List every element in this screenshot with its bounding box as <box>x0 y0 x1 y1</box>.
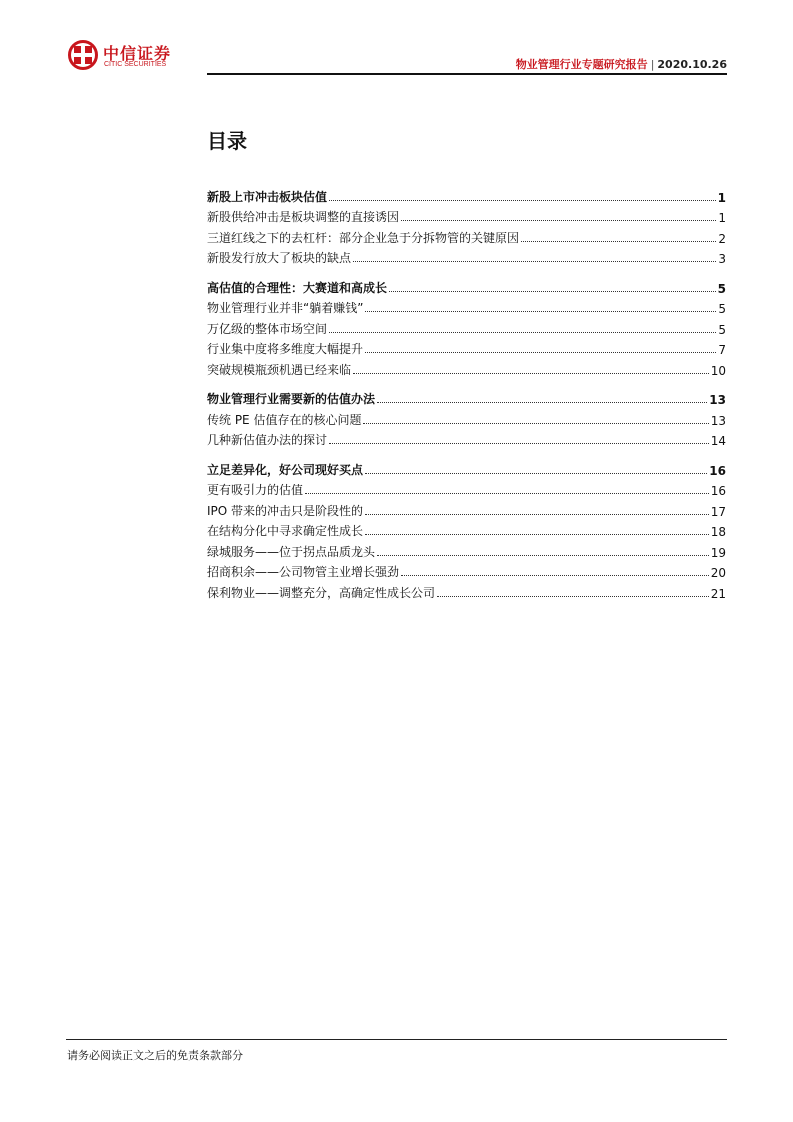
toc-subsection-entry-page: 10 <box>710 363 726 378</box>
toc-subsection-entry[interactable] <box>207 428 726 449</box>
dot-leader <box>329 332 716 333</box>
toc-subsection-entry-title: 三道红线之下的去杠杆：部分企业急于分拆物管的关键原因 <box>207 230 520 245</box>
toc-subsection-entry-title: 招商积余——公司物管主业增长强劲 <box>207 565 400 579</box>
toc-subsection-entry-page: 16 <box>710 484 726 498</box>
dot-leader <box>389 291 716 292</box>
report-header <box>516 56 727 72</box>
toc-subsection-entry-title: 物业管理行业并非“躺着赚钱” <box>207 301 364 315</box>
dot-leader <box>365 534 709 535</box>
toc-subsection-entry-page: 18 <box>710 525 726 539</box>
toc-subsection-entry-page: 7 <box>718 343 726 357</box>
toc-subsection-entry[interactable] <box>207 357 726 378</box>
toc-section-entry[interactable] <box>207 275 726 296</box>
toc-subsection-entry-title: 在结构分化中寻求确定性成长 <box>207 524 364 538</box>
toc-section-entry-title: 高估值的合理性：大赛道和高成长 <box>207 280 388 295</box>
toc-section-entry[interactable] <box>207 184 726 205</box>
dot-leader <box>521 241 716 242</box>
toc-subsection-entry-title: 新股供给冲击是板块调整的直接诱因 <box>207 210 400 224</box>
toc-subsection-entry-title: 行业集中度将多维度大幅提升 <box>207 342 364 356</box>
toc-section-entry-page: 5 <box>717 281 726 296</box>
toc-subsection-entry-page: 20 <box>710 566 726 580</box>
toc-section-entry-title: 立足差异化，好公司现好买点 <box>207 462 364 477</box>
header-rule <box>207 73 727 75</box>
toc-section-entry-page: 16 <box>709 463 726 478</box>
dot-leader <box>377 402 707 403</box>
toc-heading: 目录 <box>207 129 247 153</box>
toc-subsection-entry-title: 绿城服务——位于拐点品质龙头 <box>207 544 376 559</box>
toc-subsection-entry-page: 5 <box>718 322 726 337</box>
toc-subsection-entry-page: 2 <box>718 231 726 246</box>
toc-section-entry-page: 1 <box>717 190 726 205</box>
toc-section-entry[interactable] <box>207 457 726 478</box>
toc-subsection-entry[interactable] <box>207 539 726 560</box>
toc-subsection-entry-title: IPO 带来的冲击只是阶段性的 <box>207 503 364 518</box>
toc-subsection-entry[interactable] <box>207 337 726 358</box>
dot-leader <box>353 261 716 262</box>
toc-subsection-entry-page: 21 <box>710 586 726 601</box>
toc-subsection-entry[interactable] <box>207 246 726 267</box>
report-title: 物业管理行业专题研究报告 <box>515 58 648 71</box>
toc-subsection-entry-title: 万亿级的整体市场空间 <box>207 321 328 336</box>
dot-leader <box>401 575 709 576</box>
toc-subsection-entry[interactable] <box>207 498 726 519</box>
footer-rule <box>66 1039 727 1040</box>
toc-section-entry-title: 物业管理行业需要新的估值办法 <box>207 392 376 406</box>
dot-leader <box>305 493 709 494</box>
citic-logo <box>68 40 188 74</box>
dot-leader <box>329 443 709 444</box>
toc-subsection-entry-page: 19 <box>710 545 726 560</box>
toc-subsection-entry-page: 13 <box>710 413 726 428</box>
toc-subsection-entry[interactable] <box>207 225 726 246</box>
toc-section-entry[interactable] <box>207 387 726 408</box>
toc-subsection-entry[interactable] <box>207 519 726 540</box>
toc-subsection-entry-page: 1 <box>718 211 726 225</box>
toc-subsection-entry-page: 17 <box>710 504 726 519</box>
toc-subsection-entry-title: 更有吸引力的估值 <box>207 483 304 497</box>
toc-section-entry-page: 13 <box>709 393 726 407</box>
dot-leader <box>363 423 708 424</box>
footer-disclaimer: 请务必阅读正文之后的免责条款部分 <box>67 1049 243 1062</box>
toc-subsection-entry[interactable] <box>207 580 726 601</box>
dot-leader <box>353 373 709 374</box>
report-date: 2020.10.26 <box>657 58 727 71</box>
dot-leader <box>365 514 709 515</box>
toc-subsection-entry-page: 5 <box>718 302 726 316</box>
dot-leader <box>365 311 716 312</box>
table-of-contents <box>207 184 726 601</box>
toc-subsection-entry[interactable] <box>207 316 726 337</box>
dot-leader <box>401 220 716 221</box>
toc-subsection-entry-title: 突破规模瓶颈机遇已经来临 <box>207 362 352 377</box>
toc-subsection-entry[interactable] <box>207 407 726 428</box>
toc-subsection-entry-title: 新股发行放大了板块的缺点 <box>207 251 352 265</box>
toc-subsection-entry-title: 几种新估值办法的探讨 <box>207 433 328 447</box>
dot-leader <box>365 352 716 353</box>
toc-subsection-entry-title: 保利物业——调整充分，高确定性成长公司 <box>207 585 436 600</box>
toc-subsection-entry[interactable] <box>207 205 726 226</box>
toc-subsection-entry-title: 传统 PE 估值存在的核心问题 <box>207 412 362 427</box>
dot-leader <box>377 555 709 556</box>
toc-subsection-entry-page: 14 <box>710 434 726 448</box>
toc-section-entry-title: 新股上市冲击板块估值 <box>207 189 328 204</box>
toc-subsection-entry-page: 3 <box>718 252 726 266</box>
citic-emblem-icon <box>68 40 98 70</box>
toc-subsection-entry[interactable] <box>207 560 726 581</box>
toc-subsection-entry[interactable] <box>207 478 726 499</box>
brand-name-en: CITIC SECURITIES <box>104 61 167 68</box>
dot-leader <box>437 596 709 597</box>
toc-subsection-entry[interactable] <box>207 296 726 317</box>
header-separator: | <box>650 58 655 71</box>
dot-leader <box>365 473 707 474</box>
dot-leader <box>329 200 716 201</box>
brand-name-cn: 中信证券 <box>103 44 172 63</box>
